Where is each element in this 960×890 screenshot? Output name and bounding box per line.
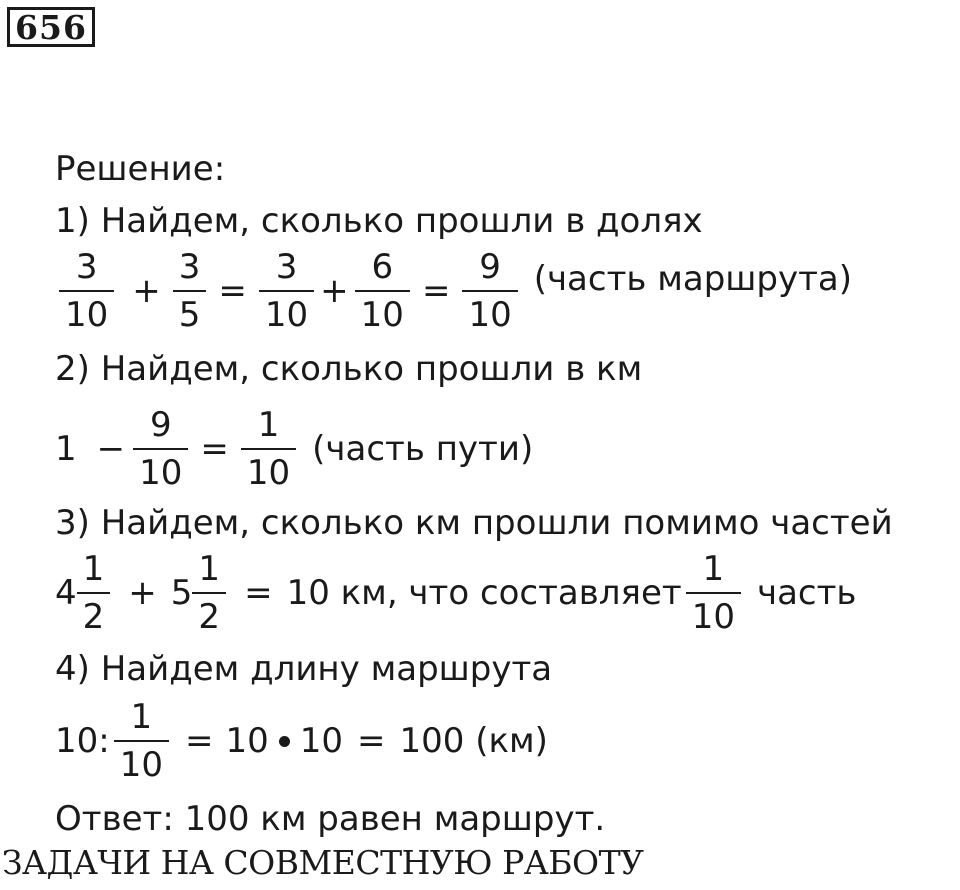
denominator: 10 [246, 453, 291, 493]
step2-equation [55, 405, 534, 493]
plus-sign: + [320, 271, 349, 311]
fraction [77, 549, 111, 637]
step1-title: 1) Найдем, сколько прошли в долях [55, 201, 703, 241]
whole-number: 4 [55, 573, 77, 613]
plus-sign: + [132, 271, 161, 311]
operand-b: 10 [299, 721, 344, 761]
denominator: 10 [139, 453, 183, 493]
numerator: 1 [198, 549, 221, 589]
numerator: 1 [130, 697, 153, 737]
denominator: 5 [178, 295, 201, 335]
fraction [133, 405, 188, 493]
denominator: 2 [82, 597, 105, 637]
numerator: 3 [178, 247, 201, 287]
equals-sign: = [244, 573, 273, 613]
step3-result: 10 км, что составляет [286, 573, 682, 613]
fraction [173, 247, 207, 335]
fraction [114, 697, 169, 785]
step3-title: 3) Найдем, сколько км прошли помимо частей [55, 503, 893, 543]
fraction [355, 247, 410, 335]
fraction [241, 405, 296, 493]
section-heading: ЗАДАЧИ НА СОВМЕСТНУЮ РАБОТУ [2, 843, 644, 882]
numerator: 3 [75, 247, 98, 287]
mixed-number [170, 549, 230, 637]
whole-number: 5 [170, 573, 193, 613]
fraction [686, 549, 741, 637]
step4-lead: 10: [55, 721, 110, 761]
step1-note: (часть маршрута) [533, 259, 853, 299]
solution-label: Решение: [55, 149, 226, 189]
equals-sign: = [357, 721, 386, 761]
numerator: 9 [479, 247, 501, 287]
step4-result: 100 (км) [399, 721, 548, 761]
answer-line: Ответ: 100 км равен маршрут. [55, 799, 606, 839]
denominator: 10 [468, 295, 512, 335]
equals-sign: = [200, 429, 229, 469]
step2-note: (часть пути) [312, 429, 534, 469]
denominator: 10 [119, 745, 163, 785]
step3-tail: часть [756, 573, 857, 613]
operand-a: 10 [225, 721, 269, 761]
plus-sign: + [128, 573, 157, 613]
step4-title: 4) Найдем длину маршрута [55, 649, 553, 689]
denominator: 10 [360, 295, 404, 335]
numerator: 1 [82, 549, 105, 589]
numerator: 9 [149, 405, 172, 445]
denominator: 10 [691, 597, 735, 637]
mixed-number [55, 549, 114, 637]
step1-equation [55, 247, 853, 335]
numerator: 6 [371, 247, 394, 287]
problem-number: 656 [7, 7, 95, 47]
equals-sign: = [184, 721, 214, 761]
numerator: 1 [257, 405, 280, 445]
fraction [259, 247, 314, 335]
multiply-dot [279, 736, 290, 747]
step3-equation [55, 549, 857, 637]
whole-number: 1 [55, 429, 77, 469]
denominator: 10 [65, 295, 109, 335]
fraction [59, 247, 114, 335]
step4-equation [55, 697, 548, 785]
numerator: 1 [702, 549, 725, 589]
denominator: 2 [198, 597, 221, 637]
denominator: 10 [264, 295, 309, 335]
step2-title: 2) Найдем, сколько прошли в км [55, 349, 643, 389]
fraction [462, 247, 517, 335]
numerator: 3 [275, 247, 298, 287]
minus-sign: − [96, 429, 126, 469]
equals-sign: = [421, 271, 451, 311]
equals-sign: = [218, 271, 247, 311]
fraction [192, 549, 226, 637]
